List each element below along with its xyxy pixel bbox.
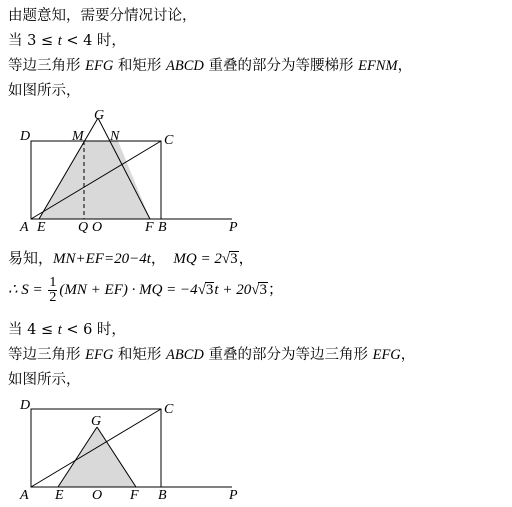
label-c: C — [164, 402, 174, 417]
sqrt-radicand: 3 — [259, 281, 267, 298]
text-segment: ， — [400, 347, 416, 363]
sum-equation: MN+EF=20−4t — [53, 251, 151, 267]
label-p: P — [229, 220, 238, 235]
label-b: B — [158, 488, 167, 503]
area-expression-2: t + 20 — [214, 281, 252, 298]
rectangle-name: ABCD — [166, 58, 204, 74]
label-n: N — [110, 129, 120, 144]
label-p: P — [229, 488, 238, 503]
text-segment: ； — [267, 281, 283, 298]
label-f: F — [145, 220, 154, 235]
text-segment: ， — [238, 251, 254, 267]
case1-suffix: < 4 时， — [61, 33, 126, 49]
sqrt-sign: √ — [221, 251, 231, 267]
triangle-name: EFG — [85, 58, 114, 74]
label-o: O — [92, 488, 103, 503]
text-segment: ， — [397, 58, 413, 74]
trapezoid-name: EFNM — [358, 58, 398, 74]
text-segment: 和矩形 — [113, 58, 167, 74]
therefore-s: ∴ S = — [8, 281, 47, 298]
text-line-5 — [8, 247, 254, 268]
fraction-numerator: 1 — [49, 275, 57, 290]
label-e: E — [55, 488, 64, 503]
case2-prefix: 当 4 ≤ — [8, 322, 58, 338]
text-segment: 重叠的部分为等边三角形 — [203, 347, 373, 363]
text-line-8 — [8, 343, 415, 364]
label-g: G — [94, 108, 105, 123]
label-a: A — [20, 220, 29, 235]
label-q: Q — [78, 220, 89, 235]
case2-suffix: < 6 时， — [61, 322, 126, 338]
text-segment: 和矩形 — [113, 347, 167, 363]
sqrt-radicand: 3 — [205, 281, 214, 298]
label-g: G — [91, 414, 102, 429]
text-segment: 等边三角形 — [8, 58, 86, 74]
text-line-1 — [8, 4, 197, 25]
easy-to-know: 易知， — [8, 251, 54, 267]
text-segment: ， — [150, 251, 166, 267]
sqrt-sign: √ — [197, 281, 206, 298]
triangle-name: EFG — [372, 347, 401, 363]
sqrt-sign: √ — [251, 281, 260, 298]
label-b: B — [158, 220, 167, 235]
overlap-trapezoid — [39, 141, 150, 219]
triangle-name: EFG — [85, 347, 114, 363]
label-d: D — [20, 398, 31, 413]
label-f: F — [130, 488, 139, 503]
figure-1 — [0, 100, 512, 240]
text-line-4 — [8, 79, 81, 100]
case2-var: t — [57, 322, 62, 338]
as-shown-text: 如图所示， — [8, 372, 81, 388]
label-a: A — [20, 488, 29, 503]
rectangle-name: ABCD — [166, 347, 204, 363]
case1-var: t — [57, 33, 62, 49]
as-shown-text: 如图所示， — [8, 83, 81, 99]
label-e: E — [37, 220, 46, 235]
area-expression: (MN + EF) · MQ = −4 — [59, 281, 198, 298]
fraction-denominator: 2 — [49, 290, 57, 305]
text-line-6 — [8, 276, 283, 305]
text-line-2 — [8, 29, 126, 50]
label-o: O — [92, 220, 103, 235]
label-m: M — [72, 129, 84, 144]
label-c: C — [164, 133, 174, 148]
figure-2 — [0, 392, 512, 507]
text-segment: 重叠的部分为等腰梯形 — [203, 58, 359, 74]
sqrt-radicand: 3 — [230, 251, 238, 267]
fraction-half — [48, 276, 57, 305]
text-line-9 — [8, 368, 81, 389]
text-segment: 等边三角形 — [8, 347, 86, 363]
case1-prefix: 当 3 ≤ — [8, 33, 58, 49]
text-line-3 — [8, 54, 412, 75]
intro-text: 由题意知，需要分情况讨论， — [8, 8, 197, 24]
text-line-7 — [8, 318, 126, 339]
overlap-triangle — [58, 427, 136, 487]
mq-equation: MQ = 2 — [173, 251, 222, 267]
label-d: D — [20, 129, 31, 144]
